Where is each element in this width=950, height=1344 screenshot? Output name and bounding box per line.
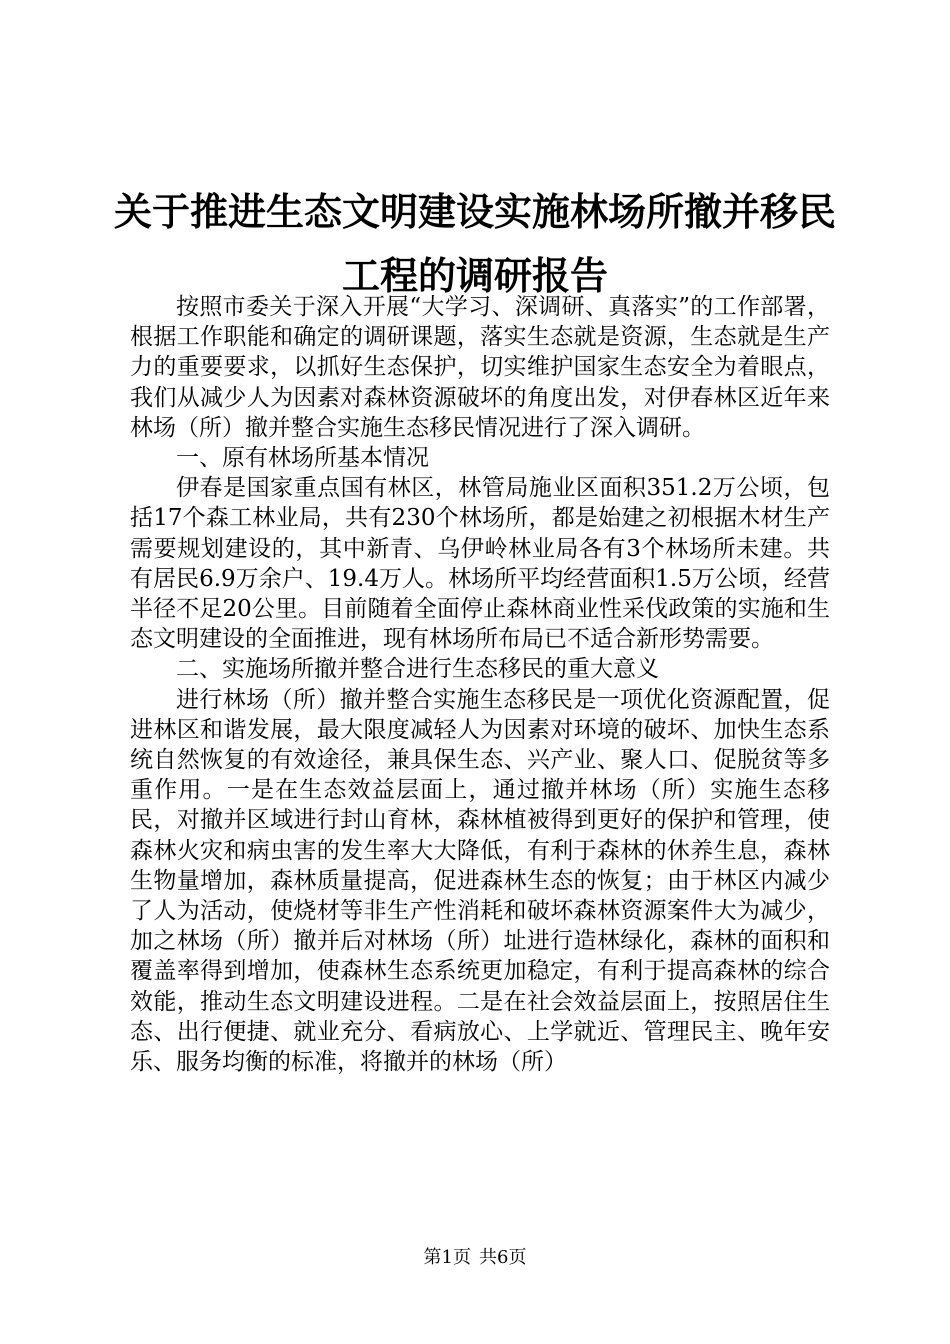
section-heading-2: 二、实施场所撤并整合进行生态移民的重大意义 [176,656,659,683]
paragraph-section-1: 伊春是国家重点国有林区，林管局施业区面积351.2万公顷，包括17个森工林业局，共有230个林场所，都是始建之初根据木材生产需要规划建设的，其中新青、乌伊岭林业局各有3个林场所未建。共有居民6.9万余户、19.4万人。林场所平均经营面积1.5万公顷，经营半径不足20公里。目前随着全面停止森林商业性采伐政策的实施和生态文明建设的全面推进，现有林场所布局已不适合新形势需要。 [130,475,830,653]
section-heading-1: 一、原有林场所基本情况 [176,445,429,472]
document-title: 关于推进生态文明建设实施林场所撤并移民工程的调研报告 [113,190,836,298]
paragraph-intro: 按照市委关于深入开展“大学习、深调研、真落实”的工作部署，根据工作职能和确定的调研课题，落实生态就是资源，生态就是生产力的重要要求，以抓好生态保护，切实维护国家生态安全为着眼点，我们从减少人为因素对森林资源破坏的角度出发，对伊春林区近年来林场（所）撤并整合实施生态移民情况进行了深入调研。 [130,294,830,441]
paragraph-section-2: 进行林场（所）撤并整合实施生态移民是一项优化资源配置，促进林区和谐发展，最大限度减轻人为因素对环境的破坏、加快生态系统自然恢复的有效途径，兼具保生态、兴产业、聚人口、促脱贫等多重作用。一是在生态效益层面上，通过撤并林场（所）实施生态移民，对撤并区域进行封山育林，森林植被得到更好的保护和管理，使森林火灾和病虫害的发生率大大降低，有利于森林的休养生息，森林生物量增加，森林质量提高，促进森林生态的恢复；由于林区内减少了人为活动，使烧材等非生产性消耗和破坏森林资源案件大为减少，加之林场（所）撤并后对林场（所）址进行造林绿化，森林的面积和覆盖率得到增加，使森林生态系统更加稳定，有利于提高森林的综合效能，推动生态文明建设进程。二是在社会效益层面上，按照居住生态、出行便捷、就业充分、看病放心、上学就近、管理民主、晚年安乐、服务均衡的标准，将撤并的林场（所） [130,686,830,1076]
document-body [130,292,830,1077]
page-number: 第1页 [423,1247,471,1268]
page-footer [0,1246,950,1270]
page-total: 共6页 [479,1247,527,1268]
